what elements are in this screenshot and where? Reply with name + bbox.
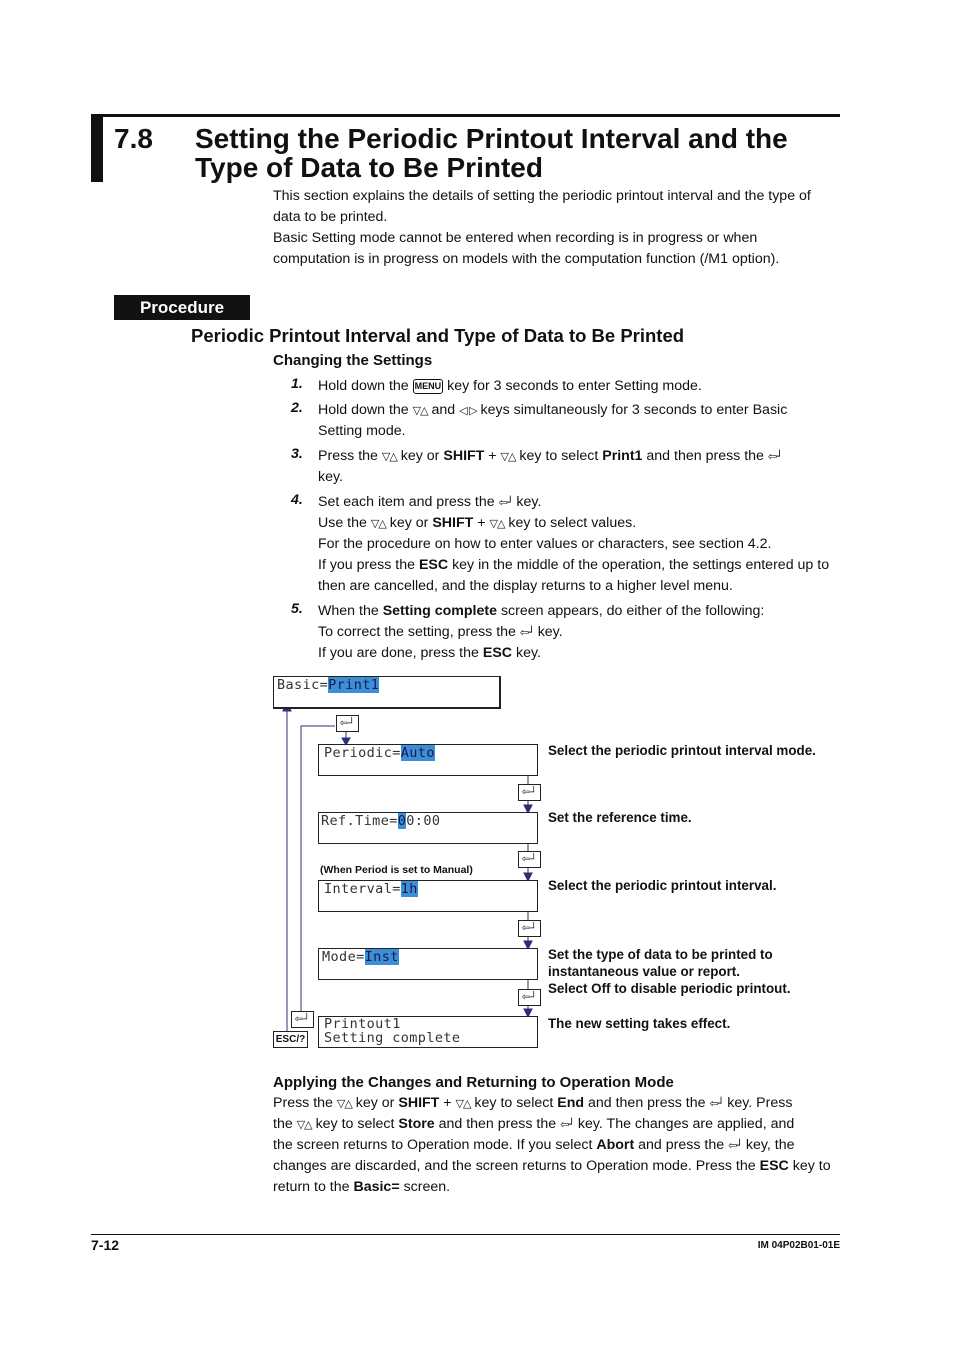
enter-key-icon: ⇦┘ — [336, 715, 359, 732]
enter-key-icon: ⇦┘ — [518, 920, 541, 937]
up-down-key-icon: ▽△ — [370, 517, 386, 530]
screen-basic: Basic=Print1 — [273, 676, 501, 709]
screen-ref-time: Ref.Time=00:00 — [318, 812, 538, 844]
screen-interval: Interval=1h — [318, 880, 538, 912]
up-down-key-icon: ▽△ — [381, 450, 397, 463]
applying-paragraph: Press the ▽△ key or SHIFT + ▽△ key to select End and then press the ⇦┘ key. Press the ▽△ key to select Store and then press the ⇦┘ key. The changes are applied, and the screen returns to Operation mode. If you select Abort and press the ⇦┘ key, the changes are discarded, and the screen returns to Operation mode. Press the ESC key to return to the Basic= screen. — [273, 1095, 831, 1195]
up-down-key-icon: ▽△ — [336, 1097, 352, 1110]
applying-heading: Applying the Changes and Returning to Operation Mode — [273, 1074, 674, 1091]
annotation-complete: The new setting takes effect. — [548, 1016, 731, 1031]
up-down-key-icon: ▽△ — [455, 1097, 471, 1110]
esc-key-icon: ESC/? — [273, 1031, 308, 1048]
step-4-text: Set each item and press the ⇦┘ key. Use the ▽△ key or SHIFT + ▽△ key to select values. For the procedure on how to enter values or characters, see section 4.2. If you press the ESC key in the middle of the operation, the settings entered up to then are cancelled, and the display returns to a higher level menu. — [318, 494, 830, 594]
intro-line: data to be printed. — [273, 209, 388, 225]
enter-key-icon: ⇦┘ — [709, 1097, 724, 1110]
annotation-periodic: Select the periodic printout interval mode. — [548, 743, 816, 758]
annotation-mode: Set the type of data to be printed to instantaneous value or report. Select Off to disable periodic printout. — [548, 947, 791, 996]
enter-key-icon: ⇦┘ — [519, 626, 534, 639]
procedure-label: Procedure — [114, 295, 250, 320]
screen-periodic: Periodic=Auto — [318, 744, 538, 776]
step-5-text: When the Setting complete screen appears, do either of the following: To correct the setting, press the ⇦┘ key. If you are done, press the ESC key. — [318, 603, 765, 661]
step-number: 1. — [291, 376, 303, 392]
intro-line: Basic Setting mode cannot be entered when recording is in progress or when — [273, 230, 758, 246]
section-number: 7.8 — [114, 123, 153, 154]
enter-key-icon: ⇦┘ — [728, 1139, 742, 1152]
screen-setting-complete: Printout1 Setting complete — [318, 1016, 538, 1048]
up-down-key-icon: ▽△ — [412, 404, 428, 417]
step-number: 5. — [291, 601, 303, 617]
up-down-key-icon: ▽△ — [500, 450, 516, 463]
enter-key-icon: ⇦┘ — [518, 989, 541, 1006]
step-1-text: Hold down the MENU key for 3 seconds to enter Setting mode. — [318, 378, 702, 394]
section-title-line1: Setting the Periodic Printout Interval and the — [195, 123, 788, 154]
section-title-line2: Type of Data to Be Printed — [195, 152, 543, 183]
interval-note: (When Period is set to Manual) — [320, 864, 473, 876]
step-number: 4. — [291, 492, 303, 508]
step-2-text: Hold down the ▽△ and ◁ ▷ keys simultaneously for 3 seconds to enter Basic Setting mode. — [318, 402, 788, 439]
enter-key-icon: ⇦┘ — [498, 496, 513, 509]
enter-key-icon: ⇦┘ — [518, 851, 541, 868]
changing-heading: Changing the Settings — [273, 352, 433, 369]
screen-mode: Mode=Inst — [318, 948, 538, 980]
document-id: IM 04P02B01-01E — [757, 1240, 840, 1251]
step-number: 2. — [291, 400, 303, 416]
footer-rule — [91, 1234, 840, 1235]
step-number: 3. — [291, 446, 303, 462]
enter-key-icon: ⇦┘ — [291, 1011, 314, 1028]
enter-key-icon: ⇦┘ — [518, 784, 541, 801]
left-right-key-icon: ◁ ▷ — [459, 404, 477, 417]
enter-key-icon: ⇦┘ — [560, 1118, 574, 1131]
subheading: Periodic Printout Interval and Type of Data to Be Printed — [191, 325, 685, 346]
annotation-interval: Select the periodic printout interval. — [548, 878, 777, 893]
up-down-key-icon: ▽△ — [296, 1118, 312, 1131]
enter-key-icon: ⇦┘ — [767, 450, 782, 463]
up-down-key-icon: ▽△ — [489, 517, 505, 530]
menu-key-icon: MENU — [413, 379, 444, 394]
page-number: 7-12 — [91, 1237, 120, 1253]
annotation-ref-time: Set the reference time. — [548, 810, 692, 825]
step-3-text: Press the ▽△ key or SHIFT + ▽△ key to select Print1 and then press the ⇦┘ key. — [318, 448, 782, 485]
intro-line: computation is in progress on models with the computation function (/M1 option). — [273, 251, 780, 267]
intro-line: This section explains the details of setting the periodic printout interval and the type of — [273, 188, 811, 204]
